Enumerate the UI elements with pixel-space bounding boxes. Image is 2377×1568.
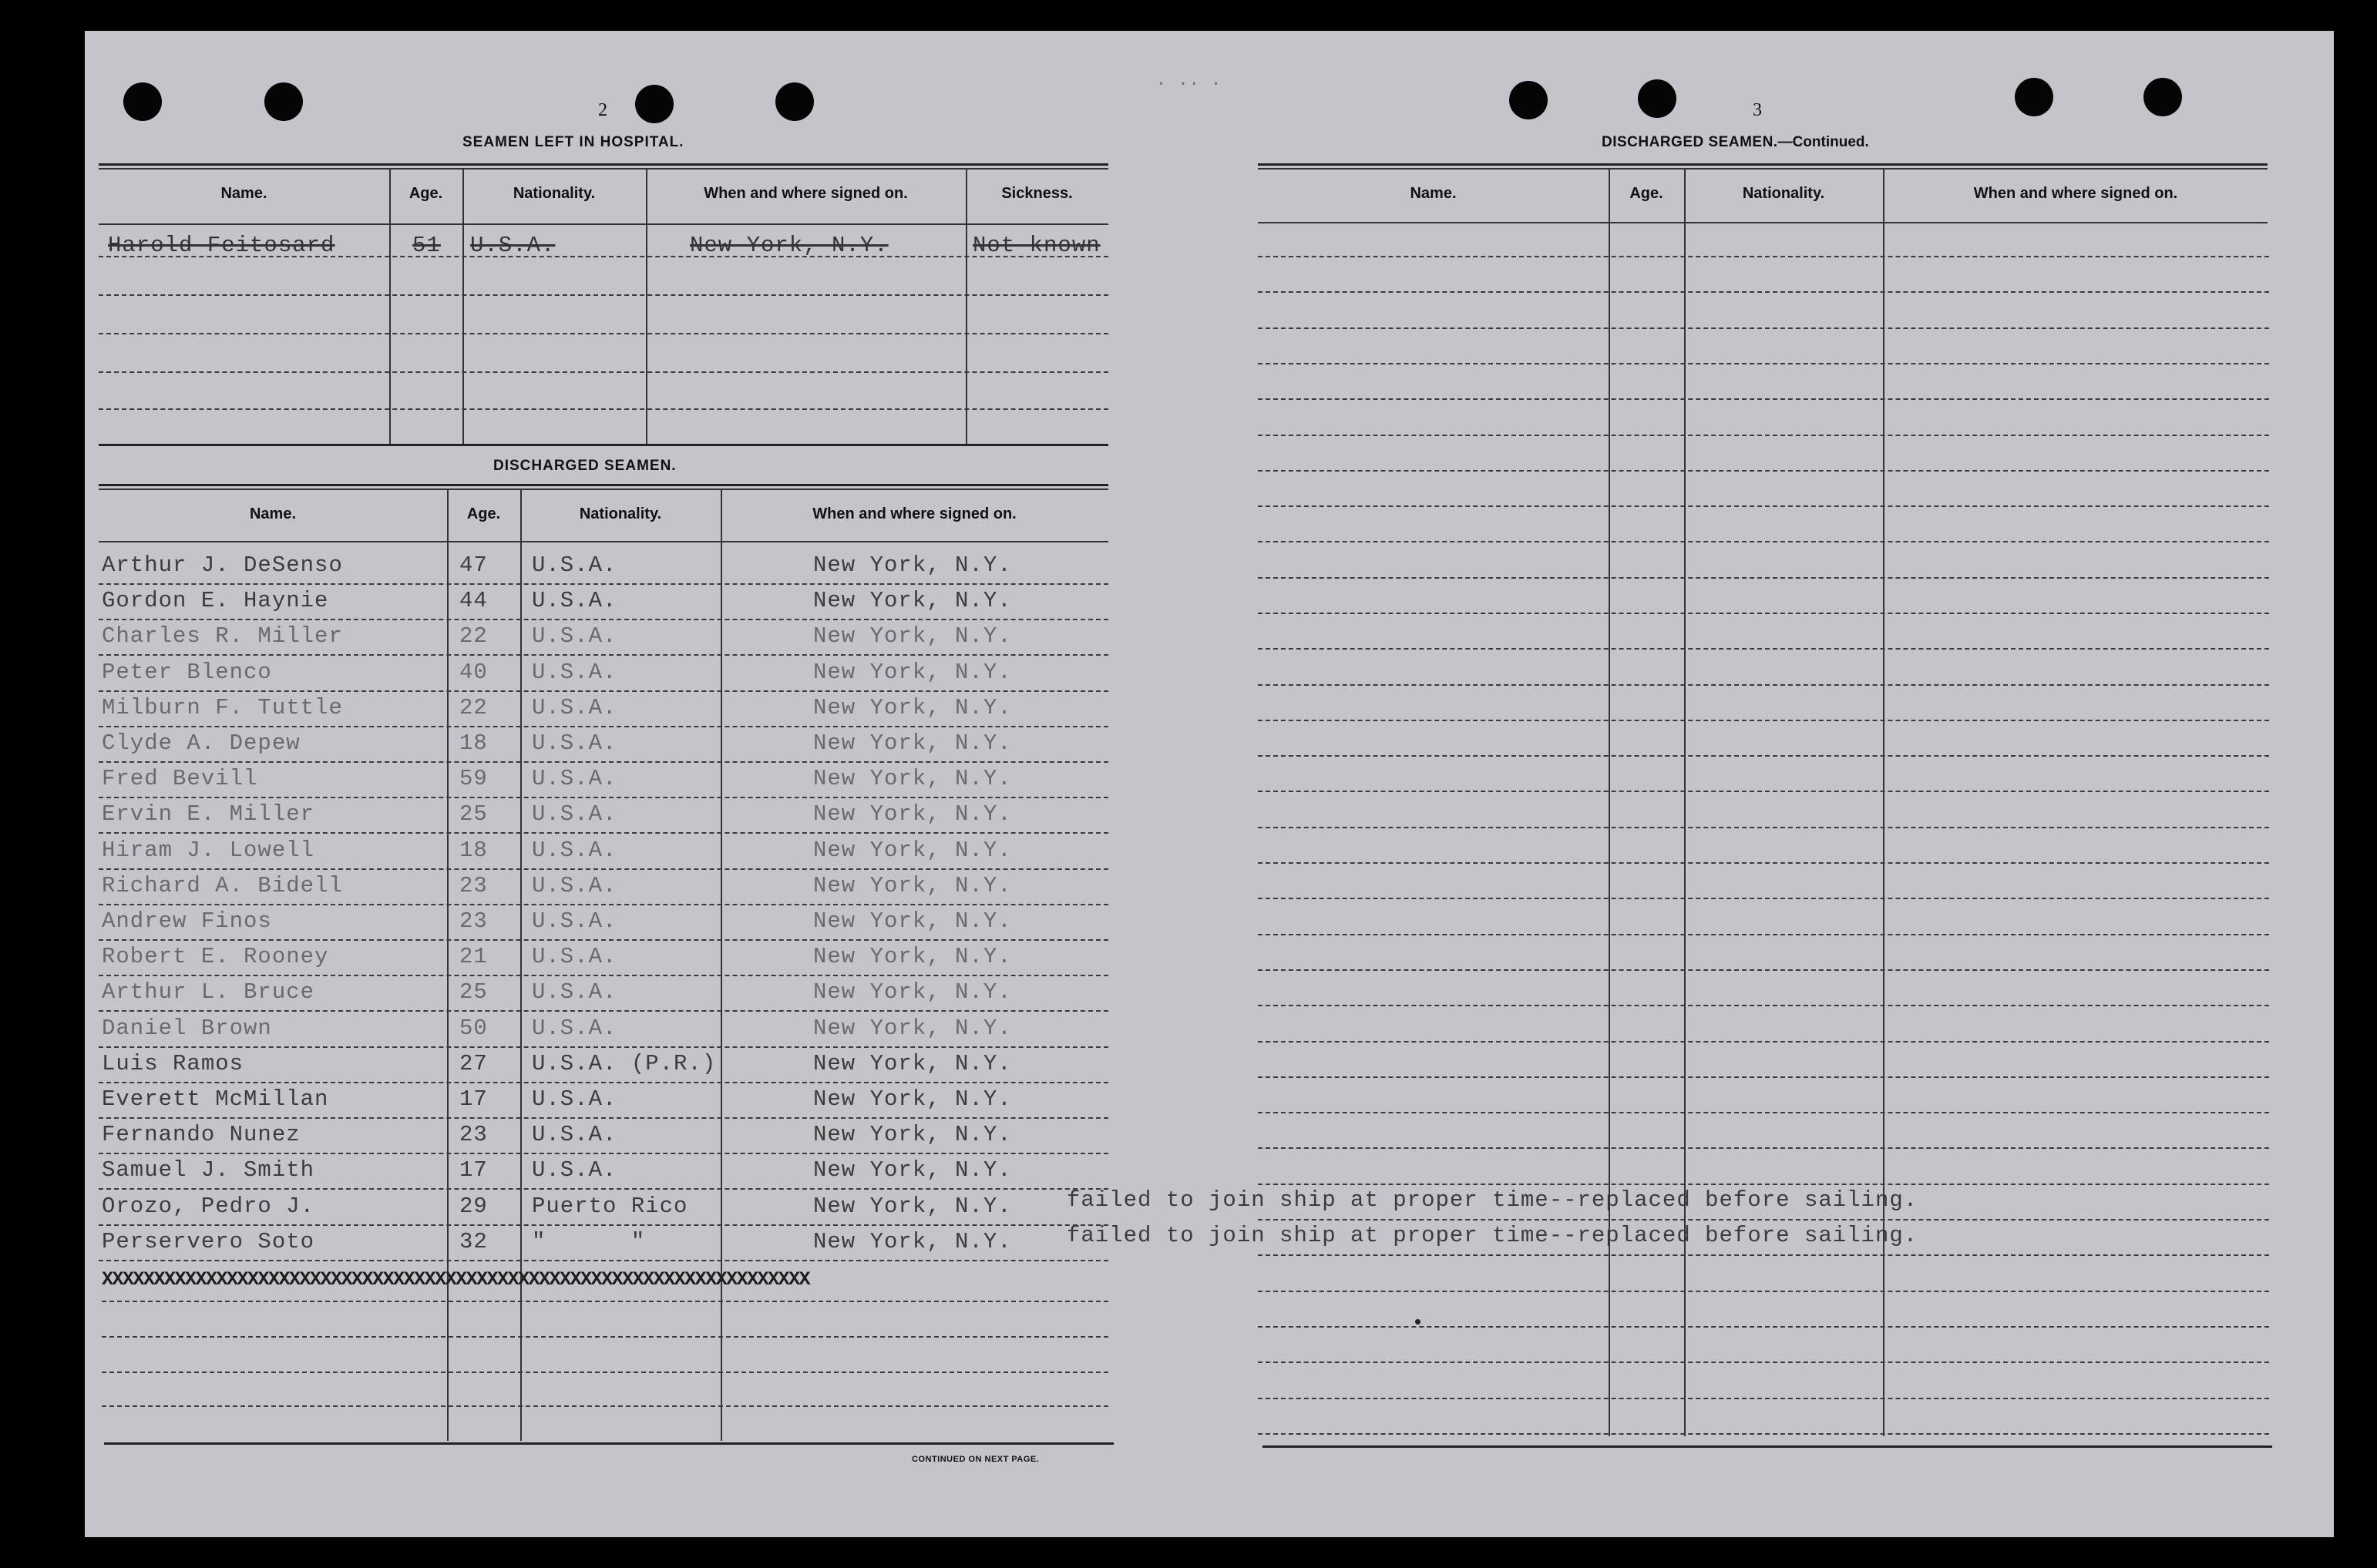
blank-rule [1258, 1433, 2269, 1435]
discharged-col-name: Name. [249, 505, 297, 522]
blank-rule [1258, 1398, 2269, 1399]
cont-col-signed-on: When and where signed on. [1973, 185, 2178, 202]
row-rule [99, 904, 1108, 905]
row-rule [99, 1010, 1108, 1012]
blank-rule [102, 1372, 1108, 1373]
seaman-age: 22 [459, 623, 488, 649]
ink-speck [1415, 1319, 1420, 1325]
blank-rule [1258, 755, 2269, 757]
hospital-col-name: Name. [220, 185, 267, 202]
cont-col-name: Name. [1410, 185, 1457, 202]
blank-rule [1258, 1112, 2269, 1113]
seaman-name: Peter Blenco [102, 660, 272, 685]
seaman-name: Arthur J. DeSenso [102, 552, 343, 578]
blank-rule [1258, 541, 2269, 542]
seaman-remark: failed to join ship at proper time--replaced before sailing. [1067, 1187, 1918, 1213]
blank-rule [1258, 1362, 2269, 1363]
seaman-nationality: U.S.A. [532, 801, 617, 827]
seaman-nationality: U.S.A. [532, 623, 617, 649]
blank-rule [1258, 1147, 2269, 1149]
seaman-nationality: U.S.A. [532, 908, 617, 934]
seaman-age: 44 [459, 588, 488, 613]
row-rule [99, 975, 1108, 976]
row-rule [99, 1046, 1108, 1048]
discharged-continued-title [1602, 134, 1869, 151]
blank-rule [1258, 327, 2269, 329]
blank-rule [1258, 1184, 2269, 1185]
blank-rule [1258, 435, 2269, 436]
row-rule [99, 761, 1108, 763]
blank-rule [1258, 363, 2269, 364]
row-rule [99, 654, 1108, 656]
seaman-nationality: " " [532, 1229, 646, 1254]
blank-rule [1258, 291, 2269, 293]
blank-rule [1258, 969, 2269, 971]
seaman-signed-on: New York, N.Y. [813, 588, 1012, 613]
discharged-col-nationality: Nationality. [579, 505, 662, 522]
seaman-name: Milburn F. Tuttle [102, 695, 343, 720]
blank-rule [1258, 684, 2269, 686]
continued-footer: CONTINUED ON NEXT PAGE. [912, 1455, 1040, 1464]
row-rule [99, 690, 1108, 692]
punch-hole [2143, 78, 2182, 116]
hospital-signed-on: New York, N.Y. [690, 233, 889, 258]
blank-rule [1258, 1219, 2269, 1220]
seaman-age: 27 [459, 1051, 488, 1076]
blank-rule [1258, 505, 2269, 507]
seaman-age: 17 [459, 1157, 488, 1183]
seaman-signed-on: New York, N.Y. [813, 552, 1012, 578]
row-rule [99, 1224, 1108, 1226]
seaman-name: Robert E. Rooney [102, 944, 329, 969]
seaman-signed-on: New York, N.Y. [813, 908, 1012, 934]
punch-hole [635, 85, 674, 123]
punch-hole [123, 82, 162, 121]
seaman-nationality: Puerto Rico [532, 1194, 688, 1219]
blank-rule [1258, 1291, 2269, 1292]
seaman-age: 22 [459, 695, 488, 720]
blank-rule [1258, 256, 2269, 257]
punch-hole [1509, 81, 1548, 119]
seaman-name: Fred Bevill [102, 766, 258, 791]
seaman-nationality: U.S.A. [532, 1122, 617, 1147]
seaman-nationality: U.S.A. [532, 552, 617, 578]
row-rule [99, 726, 1108, 727]
seaman-age: 25 [459, 979, 488, 1005]
seaman-age: 25 [459, 801, 488, 827]
seaman-nationality: U.S.A. [532, 1157, 617, 1183]
page-number-right: 3 [1753, 100, 1762, 120]
seaman-age: 50 [459, 1016, 488, 1041]
seaman-signed-on: New York, N.Y. [813, 1086, 1012, 1112]
blank-rule [1258, 934, 2269, 935]
cont-col-age: Age. [1629, 185, 1663, 202]
seaman-age: 21 [459, 944, 488, 969]
punch-hole [264, 82, 303, 121]
seaman-name: Arthur L. Bruce [102, 979, 315, 1005]
seaman-nationality: U.S.A. [532, 766, 617, 791]
row-rule [99, 1153, 1108, 1154]
row-rule [99, 619, 1108, 620]
continued-title-main: DISCHARGED SEAMEN. [1602, 134, 1778, 150]
seaman-age: 47 [459, 552, 488, 578]
seaman-nationality: U.S.A. [532, 588, 617, 613]
closing-line: XXXXXXXXXXXXXXXXXXXXXXXXXXXXXXXXXXXXXXXXXXXXXXXXXXXXXXXXXXXXXXXXXXXX [102, 1268, 810, 1291]
discharged-col-age: Age. [466, 505, 501, 522]
hospital-col-age: Age. [408, 185, 443, 202]
top-mark: . .. . [1156, 71, 1222, 90]
hospital-name: Harold Feitosard [108, 233, 335, 258]
seaman-remark: failed to join ship at proper time--replaced before sailing. [1067, 1223, 1918, 1248]
seaman-signed-on: New York, N.Y. [813, 1157, 1012, 1183]
seaman-age: 23 [459, 908, 488, 934]
seaman-nationality: U.S.A. [532, 695, 617, 720]
seaman-signed-on: New York, N.Y. [813, 801, 1012, 827]
seaman-name: Luis Ramos [102, 1051, 244, 1076]
blank-rule [1258, 613, 2269, 614]
seaman-name: Charles R. Miller [102, 623, 343, 649]
seaman-signed-on: New York, N.Y. [813, 766, 1012, 791]
seaman-signed-on: New York, N.Y. [813, 873, 1012, 898]
punch-hole [775, 82, 814, 121]
blank-rule [1258, 791, 2269, 792]
seaman-age: 17 [459, 1086, 488, 1112]
blank-rule [1258, 898, 2269, 899]
seaman-name: Perservero Soto [102, 1229, 315, 1254]
row-rule [99, 1188, 1108, 1190]
punch-hole [1638, 79, 1676, 118]
seaman-nationality: U.S.A. [532, 660, 617, 685]
blank-rule [1258, 1254, 2269, 1256]
seaman-nationality: U.S.A. [532, 838, 617, 863]
seaman-name: Ervin E. Miller [102, 801, 315, 827]
seaman-name: Everett McMillan [102, 1086, 329, 1112]
row-rule [99, 1260, 1108, 1261]
seaman-name: Gordon E. Haynie [102, 588, 329, 613]
seaman-nationality: U.S.A. [532, 979, 617, 1005]
blank-rule [102, 1336, 1108, 1338]
seaman-nationality: U.S.A. [532, 944, 617, 969]
row-rule [99, 797, 1108, 798]
blank-rule [1258, 862, 2269, 864]
seaman-signed-on: New York, N.Y. [813, 1122, 1012, 1147]
row-rule [99, 583, 1108, 585]
seaman-age: 23 [459, 1122, 488, 1147]
seaman-name: Fernando Nunez [102, 1122, 301, 1147]
blank-rule [1258, 1005, 2269, 1006]
seaman-age: 23 [459, 873, 488, 898]
seaman-name: Hiram J. Lowell [102, 838, 315, 863]
blank-rule [1258, 720, 2269, 721]
seaman-name: Orozo, Pedro J. [102, 1194, 315, 1219]
row-rule [99, 832, 1108, 834]
seaman-age: 40 [459, 660, 488, 685]
seaman-name: Richard A. Bidell [102, 873, 343, 898]
seaman-signed-on: New York, N.Y. [813, 944, 1012, 969]
hospital-col-signed-on: When and where signed on. [704, 185, 908, 202]
blank-rule [1258, 648, 2269, 650]
seaman-age: 32 [459, 1229, 488, 1254]
blank-rule [1258, 1041, 2269, 1043]
seaman-age: 29 [459, 1194, 488, 1219]
seaman-age: 18 [459, 838, 488, 863]
seaman-signed-on: New York, N.Y. [813, 730, 1012, 756]
blank-rule [1258, 577, 2269, 579]
seaman-signed-on: New York, N.Y. [813, 838, 1012, 863]
seaman-nationality: U.S.A. (P.R.) [532, 1051, 717, 1076]
blank-rule [102, 1301, 1108, 1302]
seaman-signed-on: New York, N.Y. [813, 979, 1012, 1005]
seaman-signed-on: New York, N.Y. [813, 1194, 1012, 1219]
seaman-age: 59 [459, 766, 488, 791]
discharged-col-signed-on: When and where signed on. [812, 505, 1017, 522]
blank-rule [1258, 398, 2269, 400]
hospital-col-nationality: Nationality. [513, 185, 596, 202]
seaman-nationality: U.S.A. [532, 1086, 617, 1112]
seaman-nationality: U.S.A. [532, 873, 617, 898]
seaman-name: Daniel Brown [102, 1016, 272, 1041]
page-number-left: 2 [598, 100, 607, 120]
seaman-age: 18 [459, 730, 488, 756]
seaman-signed-on: New York, N.Y. [813, 623, 1012, 649]
hospital-sickness: Not known [973, 233, 1101, 258]
hospital-age: 51 [412, 233, 441, 258]
hospital-col-sickness: Sickness. [1001, 185, 1073, 202]
blank-rule [1258, 470, 2269, 472]
discharged-section-title: DISCHARGED SEAMEN. [493, 458, 677, 474]
seaman-nationality: U.S.A. [532, 730, 617, 756]
seaman-signed-on: New York, N.Y. [813, 660, 1012, 685]
row-rule [99, 939, 1108, 941]
blank-rule [1258, 827, 2269, 828]
hospital-section-title: SEAMEN LEFT IN HOSPITAL. [462, 134, 684, 150]
seaman-nationality: U.S.A. [532, 1016, 617, 1041]
cont-col-nationality: Nationality. [1742, 185, 1825, 202]
punch-hole [2015, 78, 2053, 116]
blank-rule [1258, 1326, 2269, 1328]
continued-title-suffix: —Continued. [1777, 134, 1869, 150]
blank-rule [1258, 1076, 2269, 1078]
seaman-name: Clyde A. Depew [102, 730, 301, 756]
seaman-signed-on: New York, N.Y. [813, 695, 1012, 720]
blank-rule [102, 1405, 1108, 1407]
row-rule [99, 1117, 1108, 1119]
seaman-signed-on: New York, N.Y. [813, 1229, 1012, 1254]
seaman-name: Samuel J. Smith [102, 1157, 315, 1183]
seaman-signed-on: New York, N.Y. [813, 1051, 1012, 1076]
hospital-nationality: U.S.A. [470, 233, 556, 258]
row-rule [99, 1082, 1108, 1083]
row-rule [99, 868, 1108, 870]
seaman-signed-on: New York, N.Y. [813, 1016, 1012, 1041]
seaman-name: Andrew Finos [102, 908, 272, 934]
